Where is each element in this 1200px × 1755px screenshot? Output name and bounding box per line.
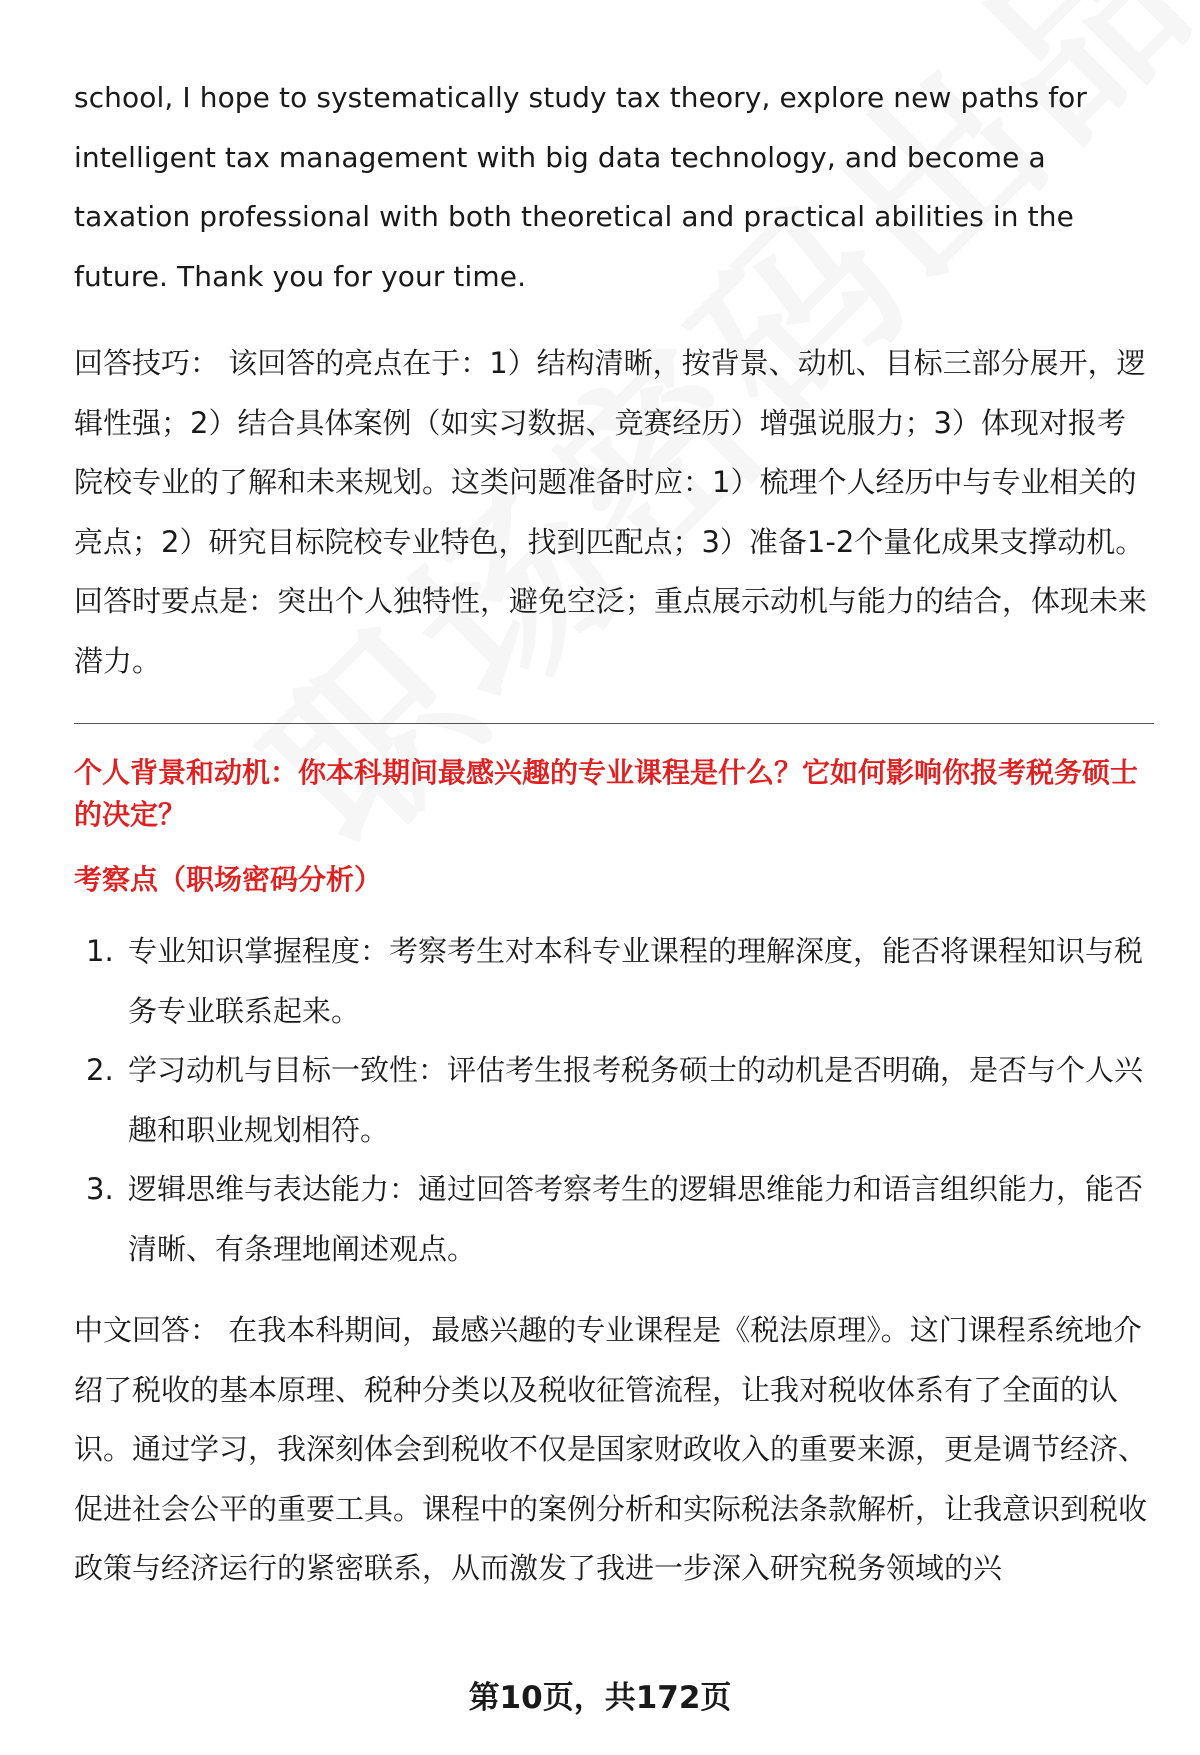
page-content: [74, 68, 1154, 1599]
assessment-point-list: [74, 922, 1154, 1279]
list-item: [74, 1160, 1154, 1279]
answer-tips-paragraph: 回答技巧： 该回答的亮点在于：1）结构清晰，按背景、动机、目标三部分展开，逻辑性强；2）结合具体案例（如实习数据、竞赛经历）增强说服力；3）体现对报考院校专业的了解和未来规划。这类问题准备时应：1）梳理个人经历中与专业相关的亮点；2）研究目标院校专业特色，找到匹配点；3）准备1-2个量化成果支撑动机。回答时要点是：突出个人独特性，避免空泛；重点展示动机与能力的结合，体现未来潜力。: [74, 346, 1148, 678]
page-number-footer: 第10页，共172页: [468, 1680, 732, 1716]
english-answer-paragraph: school, I hope to systematically study tax theory, explore new paths for intelligent tax management with big data technology, and become a taxation professional with both theoretical and practical abilities in the future. Thank you for your time.: [74, 81, 1087, 293]
list-item-text: 专业知识掌握程度：考察考生对本科专业课程的理解深度，能否将课程知识与税务专业联系起来。: [128, 934, 1144, 1028]
chinese-answer-paragraph: 中文回答： 在我本科期间，最感兴趣的专业课程是《税法原理》。这门课程系统地介绍了税收的基本原理、税种分类以及税收征管流程，让我对税收体系有了全面的认识。通过学习，我深刻体会到税收不仅是国家财政收入的重要来源，更是调节经济、促进社会公平的重要工具。课程中的案例分析和实际税法条款解析，让我意识到税收政策与经济运行的紧密联系，从而激发了我进一步深入研究税务领域的兴: [74, 1313, 1148, 1585]
list-number: 2.: [86, 1053, 114, 1087]
list-item: [74, 922, 1154, 1041]
list-item: [74, 1041, 1154, 1160]
list-number: 1.: [86, 934, 114, 968]
assessment-heading: 考察点（职场密码分析）: [74, 863, 383, 896]
list-item-text: 学习动机与目标一致性：评估考生报考税务硕士的动机是否明确，是否与个人兴趣和职业规划相符。: [128, 1053, 1144, 1147]
list-item-text: 逻辑思维与表达能力：通过回答考察考生的逻辑思维能力和语言组织能力，能否清晰、有条理地阐述观点。: [128, 1172, 1144, 1266]
question-title: 个人背景和动机：你本科期间最感兴趣的专业课程是什么？它如何影响你报考税务硕士的决定？: [74, 756, 1139, 831]
section-divider: [74, 723, 1154, 724]
list-number: 3.: [86, 1172, 114, 1206]
